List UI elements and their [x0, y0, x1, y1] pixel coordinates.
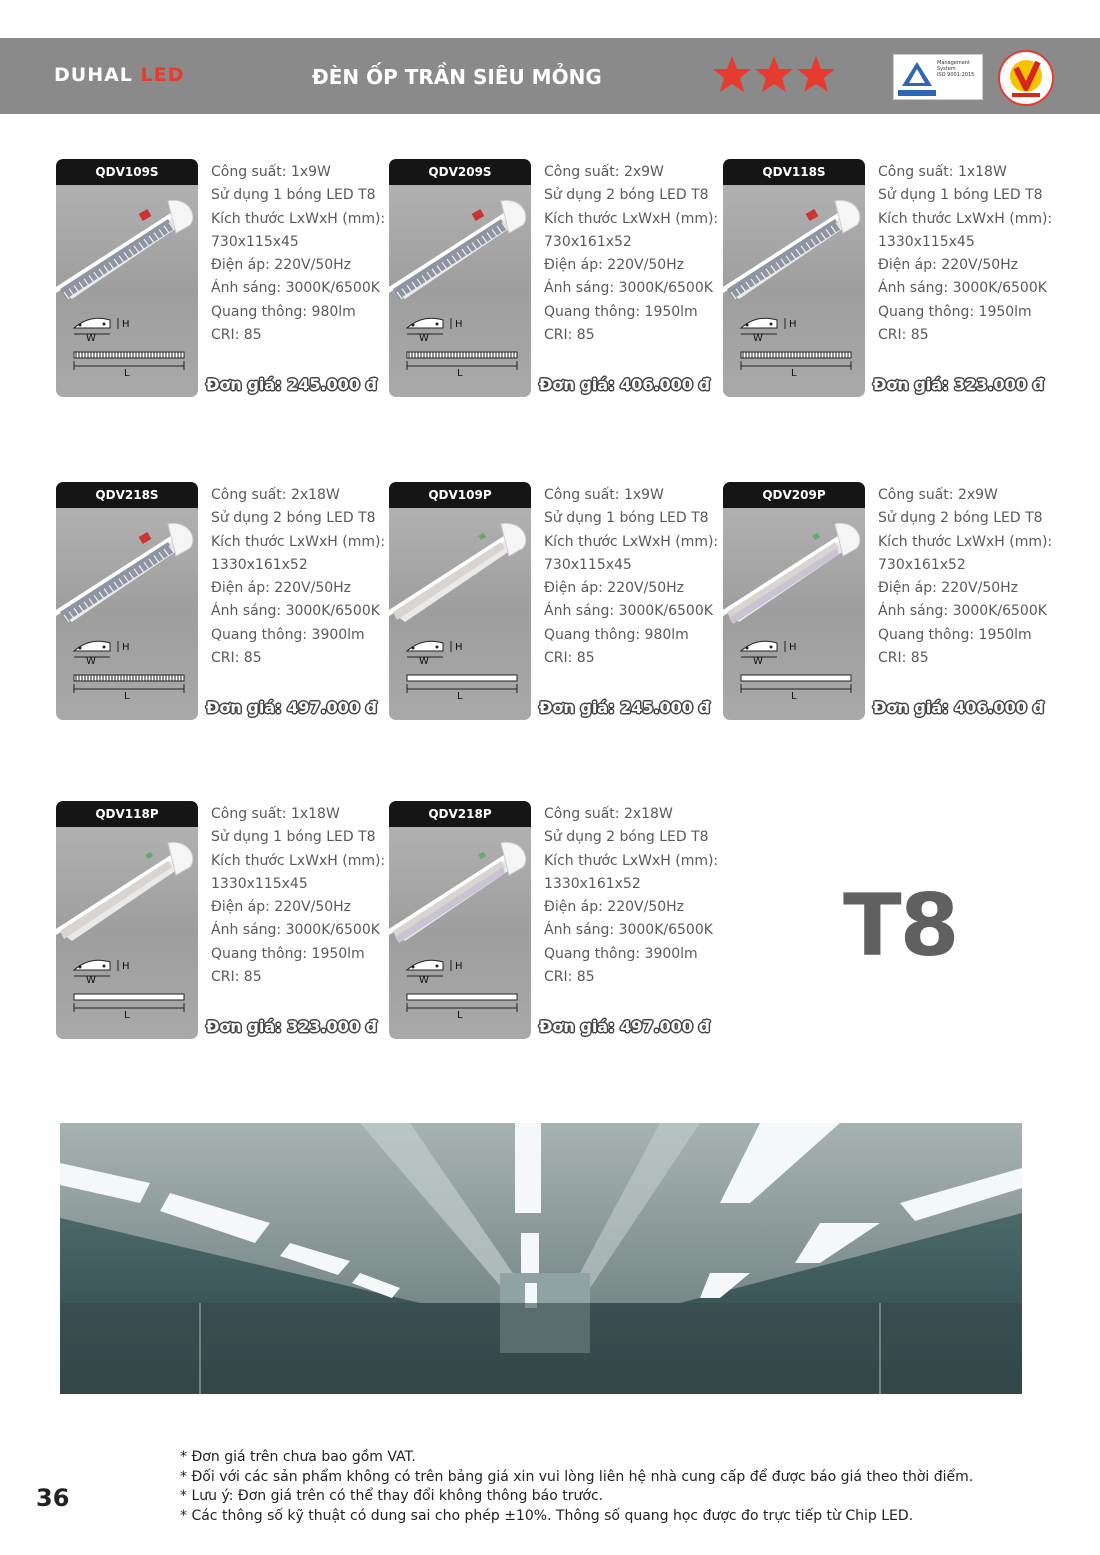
spec-line: Sử dụng 1 bóng LED T8: [211, 187, 376, 204]
spec-line: CRI: 85: [211, 650, 262, 667]
spec-line: CRI: 85: [878, 650, 929, 667]
spec-line: CRI: 85: [211, 969, 262, 986]
product-specs: [544, 803, 718, 989]
product-specs: [544, 161, 718, 347]
length-label: L: [457, 691, 463, 702]
spec-line: Kích thước LxWxH (mm):: [544, 533, 719, 550]
spec-line: CRI: 85: [211, 327, 262, 344]
dimension-diagram: [737, 635, 857, 710]
product-price: Đơn giá: 406.000 đ: [873, 698, 1044, 717]
product-code: QDV218P: [389, 801, 531, 827]
product-price: Đơn giá: 406.000 đ: [539, 375, 710, 394]
hvnclc-seal-icon: [998, 50, 1054, 106]
note-line: * Đơn giá trên chưa bao gồm VAT.: [180, 1449, 416, 1465]
spec-line: 730x161x52: [878, 556, 966, 573]
spec-line: CRI: 85: [878, 327, 929, 344]
spec-line: Công suất: 1x9W: [211, 164, 331, 180]
height-label: H: [122, 642, 130, 653]
spec-line: Công suất: 2x18W: [211, 487, 340, 503]
spec-line: Ánh sáng: 3000K/6500K: [544, 922, 713, 939]
product-specs: [211, 484, 385, 670]
spec-line: Điện áp: 220V/50Hz: [211, 580, 352, 597]
spec-line: Sử dụng 2 bóng LED T8: [211, 510, 376, 527]
product-specs: [878, 484, 1052, 670]
spec-line: Điện áp: 220V/50Hz: [211, 899, 352, 916]
product-card-qdv109s: [56, 159, 391, 399]
spec-line: Sử dụng 1 bóng LED T8: [544, 510, 709, 527]
dimension-diagram: [70, 954, 190, 1029]
dimension-diagram: [403, 635, 523, 710]
product-price: Đơn giá: 245.000 đ: [206, 375, 377, 394]
product-image: [723, 482, 865, 720]
width-label: W: [419, 975, 429, 986]
length-label: L: [791, 368, 797, 379]
dimension-diagram: [403, 954, 523, 1029]
product-card-qdv118s: [723, 159, 1058, 399]
spec-line: Điện áp: 220V/50Hz: [878, 257, 1019, 274]
spec-line: Điện áp: 220V/50Hz: [544, 899, 685, 916]
spec-line: Kích thước LxWxH (mm):: [544, 210, 719, 227]
spec-line: Sử dụng 1 bóng LED T8: [211, 829, 376, 846]
light-fixture-image: [389, 831, 531, 956]
product-image: [56, 482, 198, 720]
spec-line: Công suất: 1x18W: [211, 806, 340, 822]
rating-stars: [712, 54, 836, 94]
product-code: QDV109S: [56, 159, 198, 185]
spec-line: 730x115x45: [544, 556, 632, 573]
spec-line: Sử dụng 1 bóng LED T8: [878, 187, 1043, 204]
length-label: L: [124, 368, 130, 379]
note-line: * Đối với các sản phẩm không có trên bảng giá xin vui lòng liên hệ nhà cung cấp để được báo giá theo thời điểm.: [180, 1468, 974, 1485]
height-label: H: [455, 642, 463, 653]
spec-line: 730x115x45: [211, 233, 299, 250]
light-fixture-image: [56, 831, 198, 956]
page-header: [0, 38, 1100, 114]
spec-line: Điện áp: 220V/50Hz: [878, 580, 1019, 597]
product-card-qdv218p: [389, 801, 724, 1041]
length-label: L: [791, 691, 797, 702]
page-title: ĐÈN ỐP TRẦN SIÊU MỎNG: [312, 65, 602, 89]
light-fixture-image: [723, 189, 865, 314]
product-card-qdv118p: [56, 801, 391, 1041]
product-price: Đơn giá: 245.000 đ: [539, 698, 710, 717]
spec-line: Quang thông: 1950lm: [878, 626, 1032, 643]
product-specs: [878, 161, 1052, 347]
height-label: H: [789, 642, 797, 653]
height-label: H: [122, 961, 130, 972]
spec-line: 1330x115x45: [878, 233, 975, 250]
star-icon: [796, 54, 836, 94]
light-fixture-image: [56, 189, 198, 314]
product-specs: [211, 161, 385, 347]
product-card-qdv209p: [723, 482, 1058, 722]
spec-line: Quang thông: 1950lm: [878, 303, 1032, 320]
length-label: L: [457, 368, 463, 379]
spec-line: Ánh sáng: 3000K/6500K: [544, 280, 713, 297]
spec-line: Quang thông: 3900lm: [544, 945, 698, 962]
spec-line: Kích thước LxWxH (mm):: [211, 210, 386, 227]
length-label: L: [124, 691, 130, 702]
product-image: [389, 482, 531, 720]
product-card-qdv218s: [56, 482, 391, 722]
length-label: L: [457, 1010, 463, 1021]
price-notes: [180, 1448, 973, 1526]
spec-line: Quang thông: 3900lm: [211, 626, 365, 643]
spec-line: Quang thông: 980lm: [544, 626, 689, 643]
spec-line: CRI: 85: [544, 327, 595, 344]
product-image: [389, 159, 531, 397]
height-label: H: [122, 319, 130, 330]
spec-line: Sử dụng 2 bóng LED T8: [544, 829, 709, 846]
spec-line: Kích thước LxWxH (mm):: [544, 852, 719, 869]
width-label: W: [86, 333, 96, 344]
spec-line: Ánh sáng: 3000K/6500K: [211, 280, 380, 297]
spec-line: Công suất: 1x18W: [878, 164, 1007, 180]
width-label: W: [419, 656, 429, 667]
width-label: W: [86, 975, 96, 986]
spec-line: Công suất: 2x9W: [878, 487, 998, 503]
star-icon: [712, 54, 752, 94]
product-specs: [544, 484, 718, 670]
product-price: Đơn giá: 497.000 đ: [206, 698, 377, 717]
spec-line: Công suất: 1x9W: [544, 487, 664, 503]
spec-line: Quang thông: 1950lm: [211, 945, 365, 962]
spec-line: Điện áp: 220V/50Hz: [211, 257, 352, 274]
spec-line: Quang thông: 980lm: [211, 303, 356, 320]
light-fixture-image: [56, 512, 198, 637]
product-code: QDV118P: [56, 801, 198, 827]
product-code: QDV218S: [56, 482, 198, 508]
spec-line: 730x161x52: [544, 233, 632, 250]
light-fixture-image: [723, 512, 865, 637]
spec-line: Kích thước LxWxH (mm):: [211, 852, 386, 869]
office-ceiling-photo: [60, 1123, 1022, 1394]
dimension-diagram: [403, 312, 523, 387]
product-price: Đơn giá: 497.000 đ: [539, 1017, 710, 1036]
product-price: Đơn giá: 323.000 đ: [206, 1017, 377, 1036]
product-price: Đơn giá: 323.000 đ: [873, 375, 1044, 394]
dimension-diagram: [70, 312, 190, 387]
height-label: H: [455, 319, 463, 330]
spec-line: 1330x161x52: [544, 875, 641, 892]
spec-line: Công suất: 2x9W: [544, 164, 664, 180]
tuv-certification-logo: Management System ISO 9001:2015: [893, 54, 983, 100]
spec-line: Sử dụng 2 bóng LED T8: [878, 510, 1043, 527]
spec-line: Ánh sáng: 3000K/6500K: [878, 280, 1047, 297]
star-icon: [754, 54, 794, 94]
product-image: [56, 159, 198, 397]
spec-line: Kích thước LxWxH (mm):: [878, 210, 1053, 227]
width-label: W: [753, 333, 763, 344]
spec-line: 1330x161x52: [211, 556, 308, 573]
product-image: [389, 801, 531, 1039]
spec-line: Ánh sáng: 3000K/6500K: [211, 922, 380, 939]
spec-line: 1330x115x45: [211, 875, 308, 892]
product-code: QDV209P: [723, 482, 865, 508]
spec-line: Điện áp: 220V/50Hz: [544, 580, 685, 597]
product-image: [56, 801, 198, 1039]
spec-line: Điện áp: 220V/50Hz: [544, 257, 685, 274]
spec-line: CRI: 85: [544, 969, 595, 986]
light-fixture-image: [389, 189, 531, 314]
width-label: W: [419, 333, 429, 344]
height-label: H: [455, 961, 463, 972]
dimension-diagram: [737, 312, 857, 387]
note-line: * Lưu ý: Đơn giá trên có thể thay đổi không thông báo trước.: [180, 1488, 604, 1504]
brand-logo: DUHAL LED: [54, 64, 185, 86]
light-fixture-image: [389, 512, 531, 637]
height-label: H: [789, 319, 797, 330]
note-line: * Các thông số kỹ thuật có dung sai cho phép ±10%. Thông số quang học được đo trực tiếp từ Chip LED.: [180, 1507, 914, 1524]
width-label: W: [753, 656, 763, 667]
page-number: 36: [36, 1484, 70, 1512]
spec-line: Kích thước LxWxH (mm):: [878, 533, 1053, 550]
spec-line: Ánh sáng: 3000K/6500K: [878, 603, 1047, 620]
spec-line: CRI: 85: [544, 650, 595, 667]
product-specs: [211, 803, 385, 989]
product-code: QDV209S: [389, 159, 531, 185]
width-label: W: [86, 656, 96, 667]
product-code: QDV118S: [723, 159, 865, 185]
product-card-qdv209s: [389, 159, 724, 399]
dimension-diagram: [70, 635, 190, 710]
spec-line: Quang thông: 1950lm: [544, 303, 698, 320]
spec-line: Sử dụng 2 bóng LED T8: [544, 187, 709, 204]
product-image: [723, 159, 865, 397]
tube-type-label: T8: [843, 876, 958, 976]
product-code: QDV109P: [389, 482, 531, 508]
spec-line: Công suất: 2x18W: [544, 806, 673, 822]
product-card-qdv109p: [389, 482, 724, 722]
spec-line: Kích thước LxWxH (mm):: [211, 533, 386, 550]
length-label: L: [124, 1010, 130, 1021]
spec-line: Ánh sáng: 3000K/6500K: [544, 603, 713, 620]
spec-line: Ánh sáng: 3000K/6500K: [211, 603, 380, 620]
